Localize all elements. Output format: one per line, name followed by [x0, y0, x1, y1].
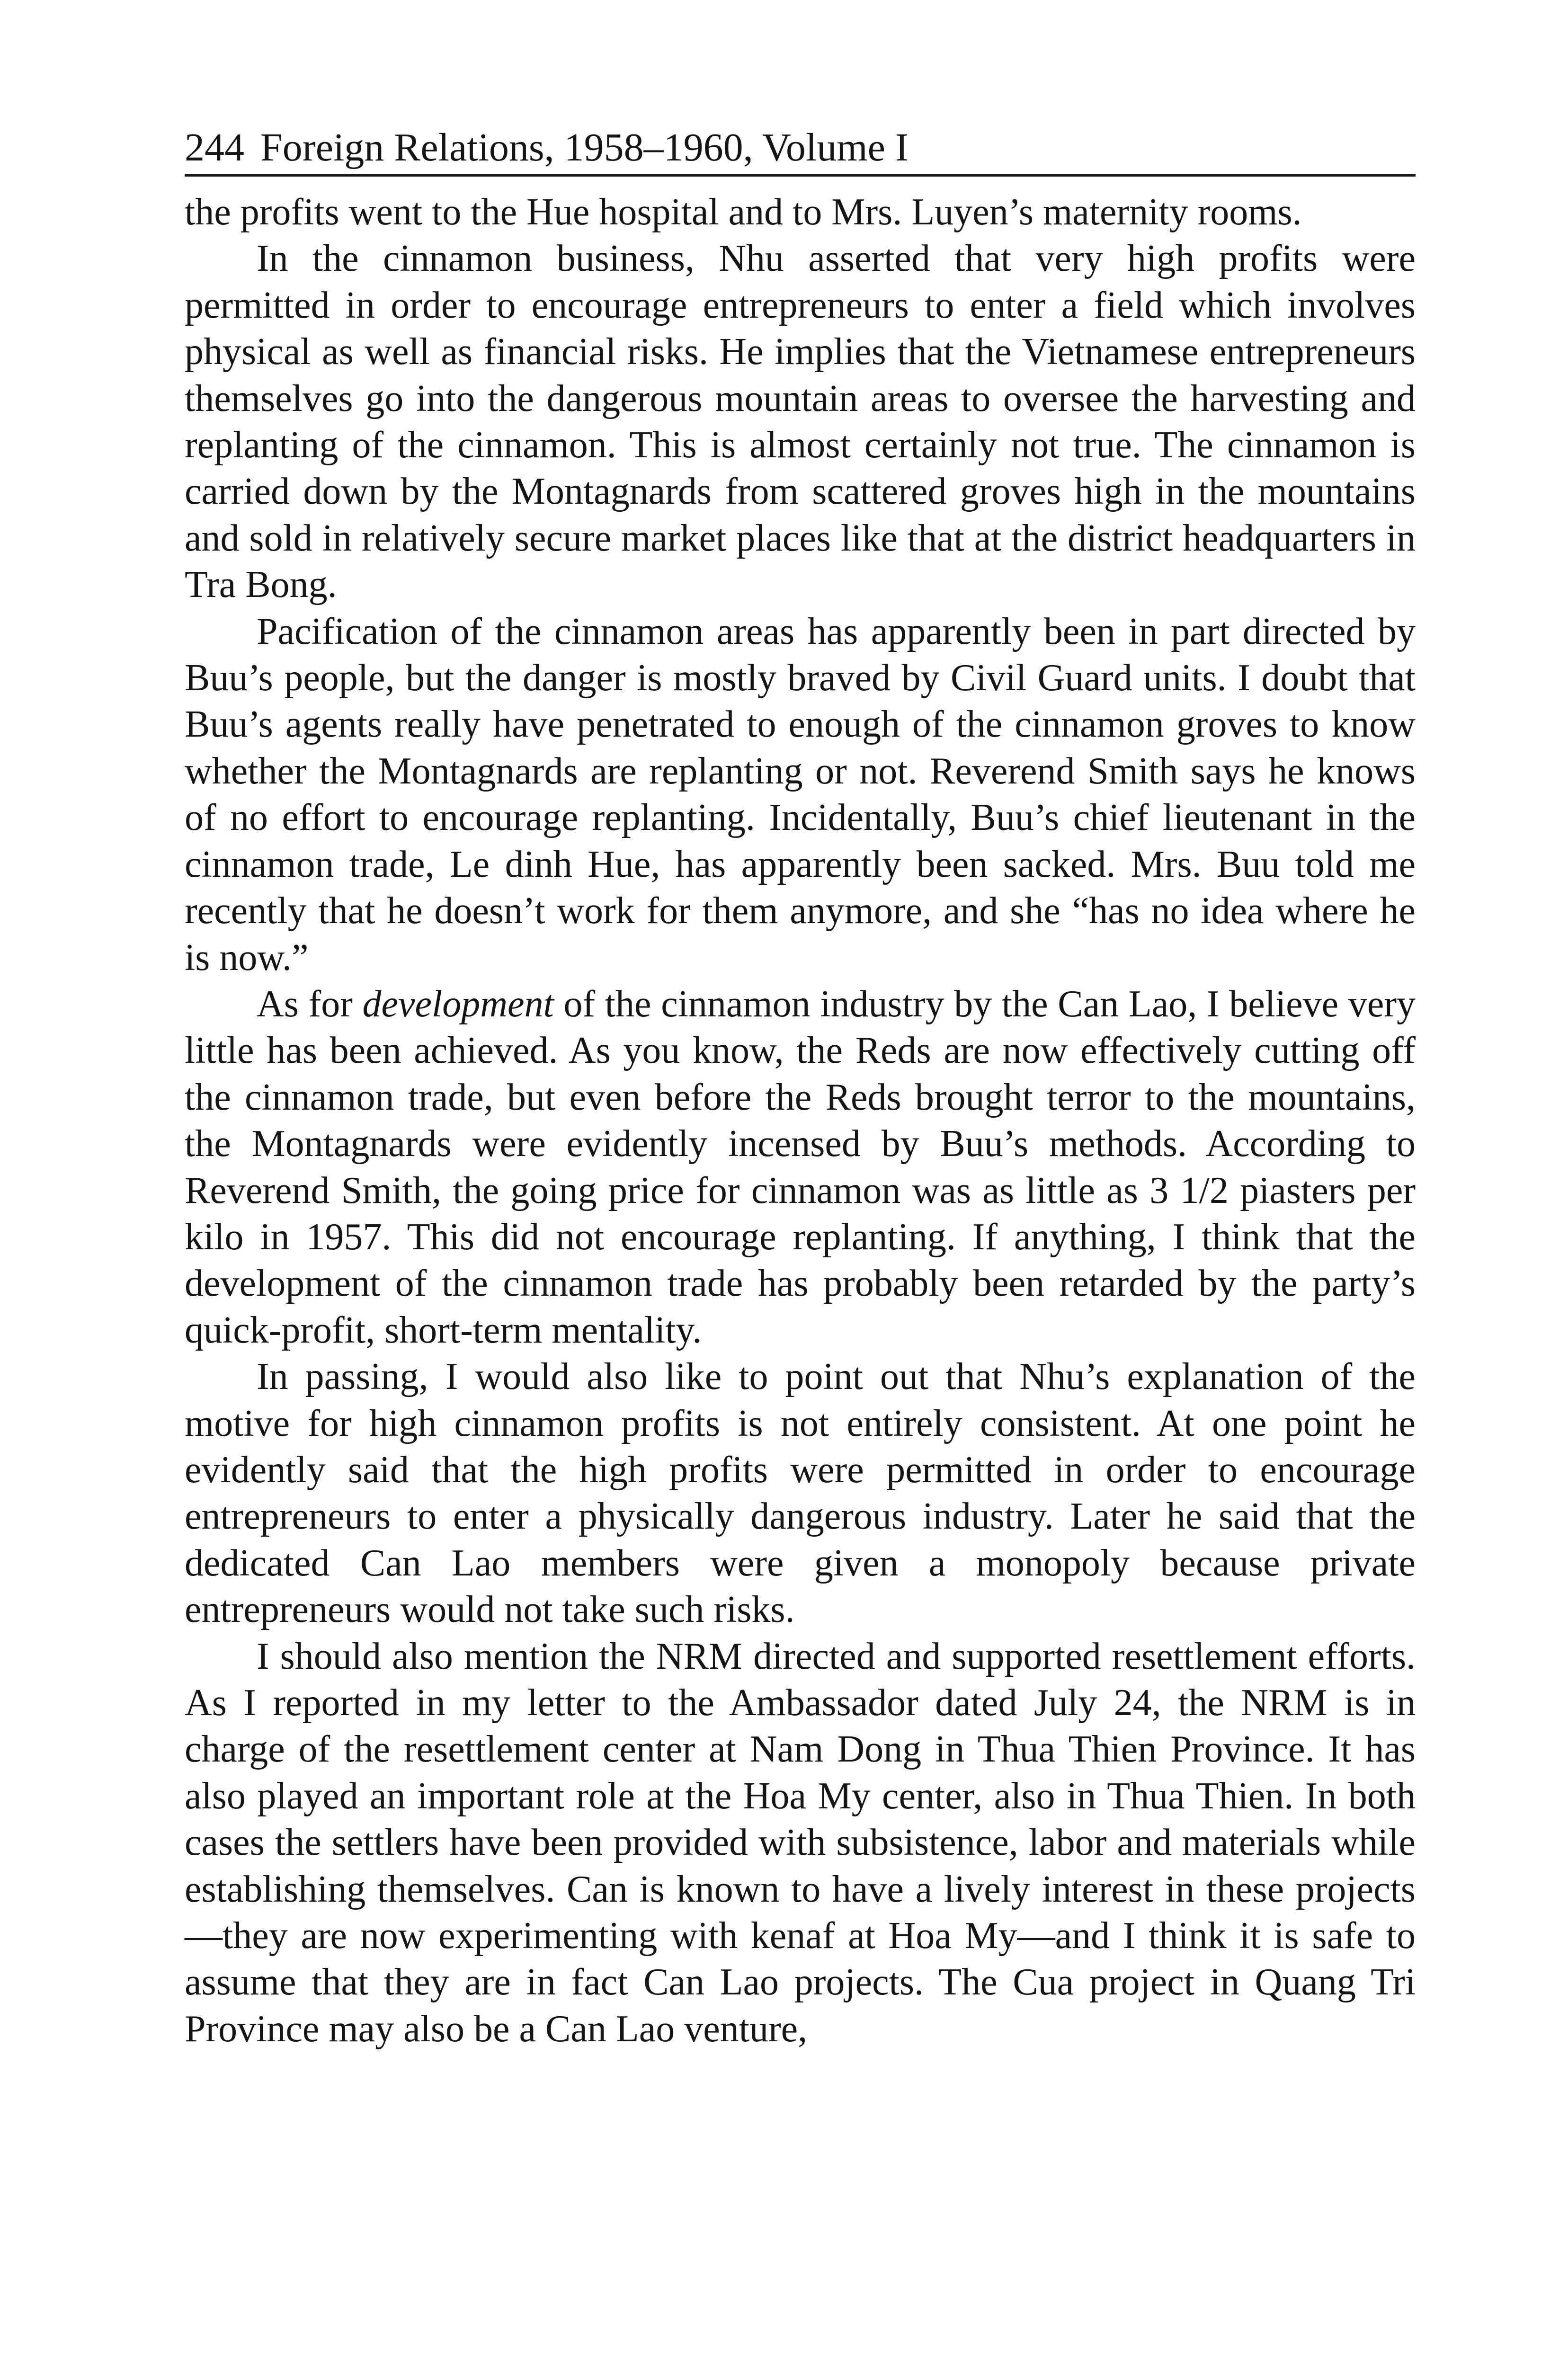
paragraph-cinnamon-business: In the cinnamon business, Nhu asserted that very high profits were permitted in order to encourage entrepreneurs to enter a field which involves physical as well as financial risks. He implies that the Vietnamese entrepreneurs themselves go into the dangerous mountain areas to oversee the harvesting and replanting of the cinnamon. This is almost certainly not true. The cinnamon is carried down by the Montagnards from scattered groves high in the mountains and sold in relatively secure market places like that at the district headquarters in Tra Bong.	[185, 238, 1416, 606]
document-page	[185, 125, 1416, 2052]
paragraph-pacification: Pacification of the cinnamon areas has apparently been in part directed by Buu’s people, but the danger is mostly braved by Civil Guard units. I doubt that Buu’s agents really have penetrated to enough of the cinnamon groves to know whether the Montagnards are replanting or not. Reverend Smith says he knows of no effort to encourage replanting. Incidentally, Buu’s chief lieutenant in the cinnamon trade, Le dinh Hue, has apparently been sacked. Mrs. Buu told me recently that he doesn’t work for them anymore, and she “has no idea where he is now.”	[185, 610, 1416, 979]
paragraph-resettlement: I should also mention the NRM directed and supported resettlement efforts. As I reported in my letter to the Ambassador dated July 24, the NRM is in charge of the resettlement center at Nam Dong in Thua Thien Province. It has also played an important role at the Hoa My center, also in Thua Thien. In both cases the settlers have been provided with subsistence, labor and materials while establishing themselves. Can is known to have a lively interest in these projects—they are now experimenting with kenaf at Hoa My—and I think it is safe to assume that they are in fact Can Lao projects. The Cua project in Quang Tri Province may also be a Can Lao venture,	[185, 1635, 1416, 2050]
paragraph-development-body: of the cinnamon industry by the Can Lao, I believe very little has been achieved. As you know, the Reds are now effectively cutting off the cinnamon trade, but even before the Reds brought terror to the mountains, the Montagnards were evidently incensed by Buu’s methods. According to Reverend Smith, the going price for cinnamon was as little as 3 1/2 piasters per kilo in 1957. This did not encourage replanting. If anything, I think that the development of the cinnamon trade has probably been retarded by the party’s quick-profit, short-term mentality.	[185, 983, 1416, 1351]
emphasized-word: development	[362, 983, 554, 1025]
paragraph-in-passing: In passing, I would also like to point out that Nhu’s explanation of the motive for high cinnamon profits is not entirely consistent. At one point he evidently said that the high profits were permitted in order to encourage entrepreneurs to enter a physically dangerous industry. Later he said that the dedicated Can Lao members were given a monopoly because private entrepreneurs would not take such risks.	[185, 1356, 1416, 1631]
paragraph-development	[185, 981, 1416, 1353]
page-number: 244	[185, 125, 244, 169]
book-title: Foreign Relations, 1958–1960, Volume I	[260, 125, 909, 169]
paragraph-development-lead: As for	[257, 983, 363, 1025]
running-head	[185, 125, 1416, 177]
paragraph-continued: the profits went to the Hue hospital and to Mrs. Luyen’s maternity rooms.	[185, 191, 1302, 233]
body-text	[185, 189, 1416, 2052]
